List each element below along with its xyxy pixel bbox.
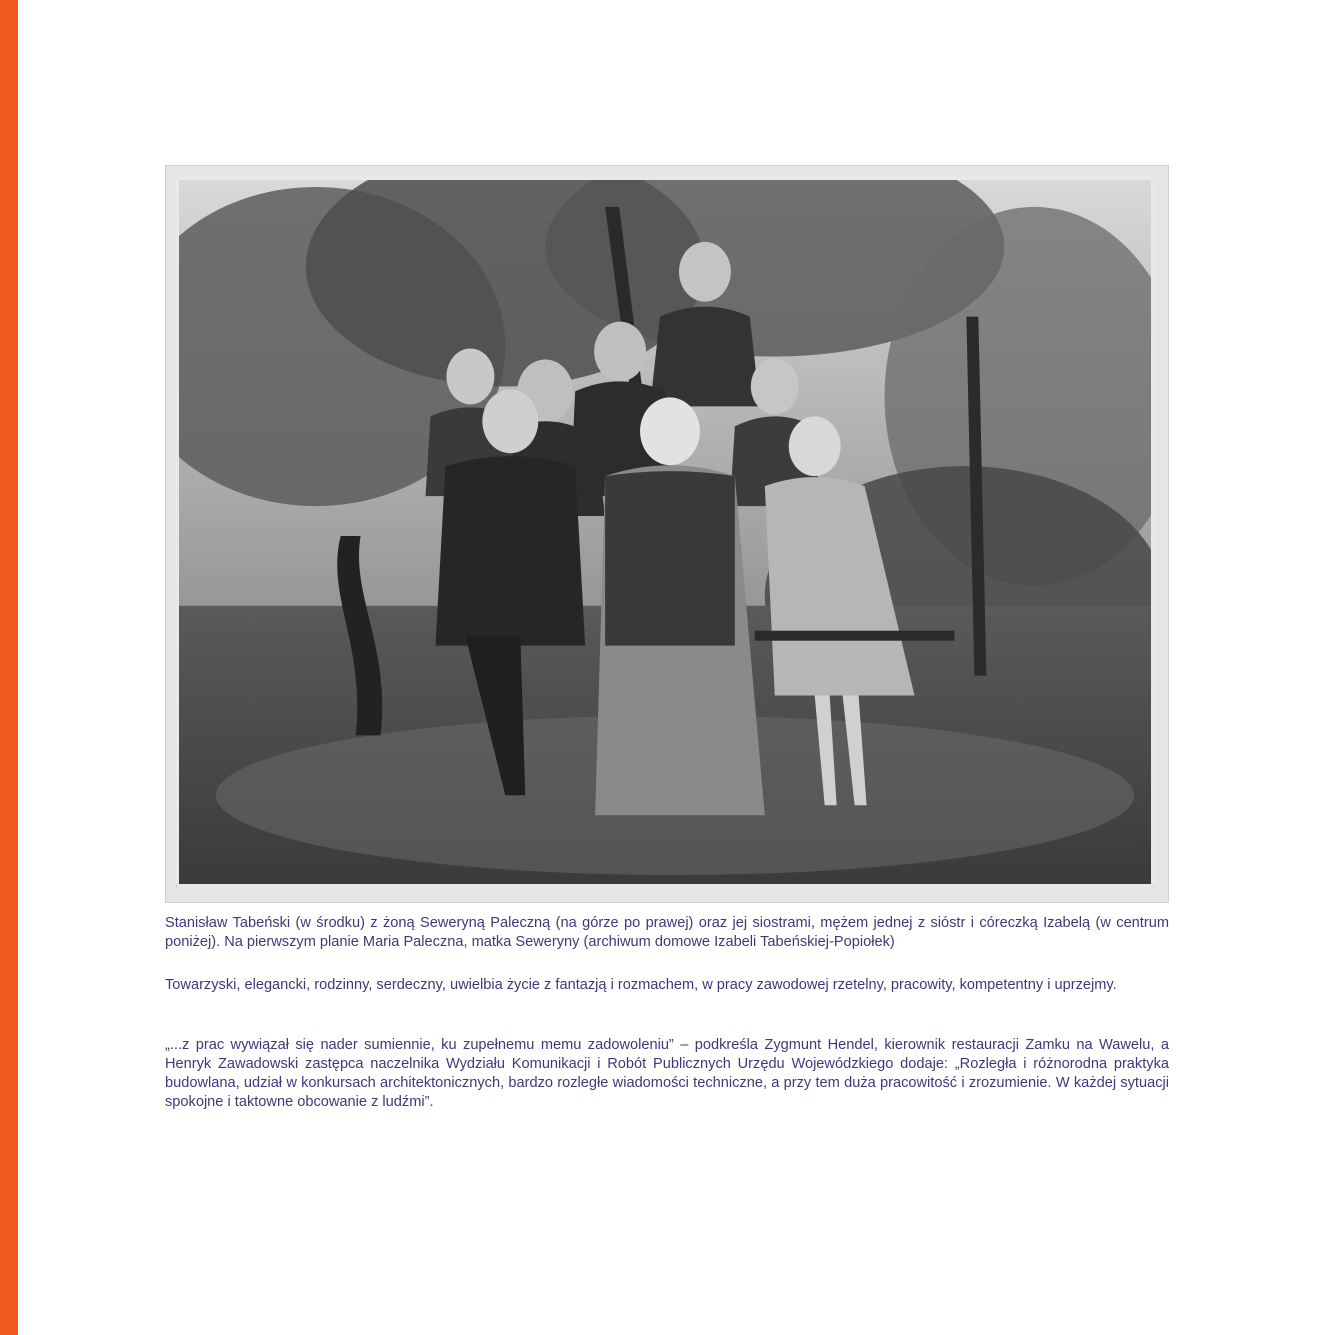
photo-caption: Stanisław Tabeński (w środku) z żoną Seweryną Paleczną (na górze po prawej) oraz jej siostrami, mężem jednej z sióstr i córeczką Izabelą (w centrum poniżej). Na pierwszym planie Maria Paleczna, matka Seweryny (archiwum domowe Izabeli Tabeńskiej-Popiołek) xyxy=(165,915,1169,950)
orange-side-bar xyxy=(0,0,18,1335)
archival-photo-frame xyxy=(165,165,1169,903)
body-paragraph-1: Towarzyski, elegancki, rodzinny, serdeczny, uwielbia życie z fantazją i rozmachem, w pracy zawodowej rzetelny, pracowity, kompetentny i uprzejmy. xyxy=(165,977,1117,993)
group-photo-illustration xyxy=(176,177,1154,887)
body-paragraph-2: „...z prac wywiązał się nader sumiennie, ku zupełnemu memu zadowoleniu” – podkreśla Zygmunt Hendel, kierownik restauracji Zamku na Wawelu, a Henryk Zawadowski zastępca naczelnika Wydziału Komunikacji i Robót Publicznych Urzędu Wojewódzkiego dodaje: „Rozległa i różnorodna praktyka budowlana, udział w konkursach architektonicznych, bardzo rozległe wiadomości techniczne, a przy tem duża pracowitość i zrozumienie. W każdej sytuacji spokojne i taktowne obcowanie z ludźmi”. xyxy=(165,1037,1169,1110)
group-photo xyxy=(176,177,1154,887)
